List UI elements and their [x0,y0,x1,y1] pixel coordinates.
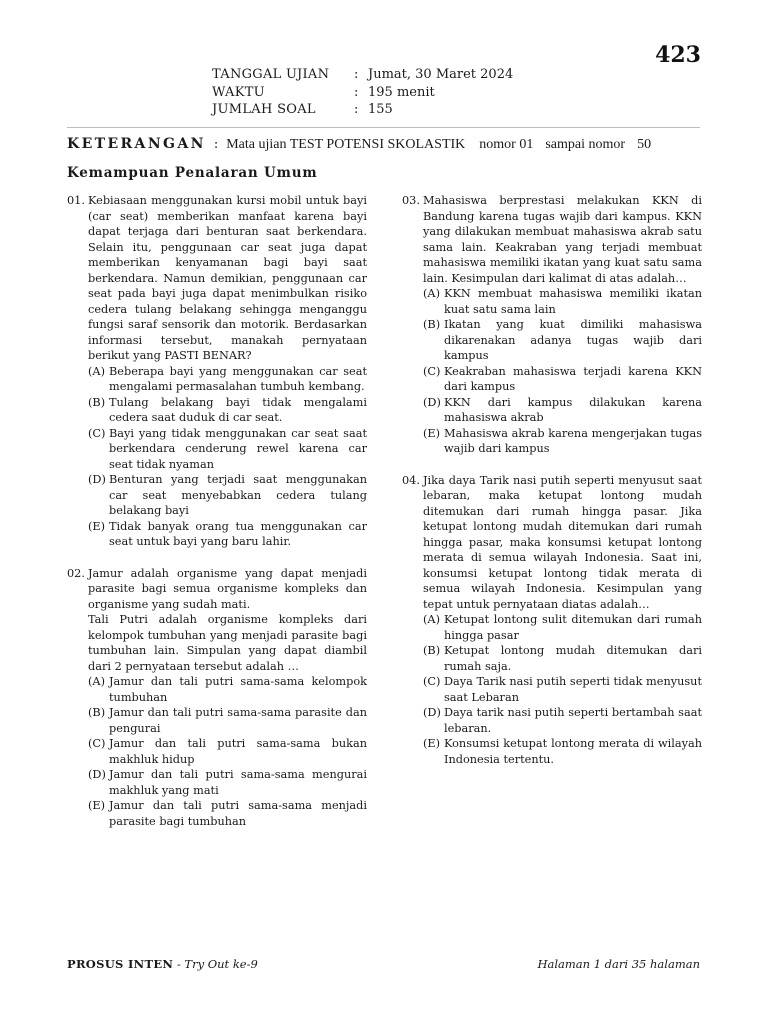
option-b [88,705,367,736]
option-letter: (A) [88,675,105,688]
option-letter: (E) [88,799,106,812]
meta-label: JUMLAH SOAL [212,102,316,117]
option-text: Jamur dan tali putri sama-sama mengurai makhluk yang mati [109,768,367,797]
meta-colon: : [354,84,359,100]
meta-row-date [212,66,513,84]
option-letter: (C) [88,737,106,750]
header-divider [67,127,700,128]
footer-brand-name: PROSUS INTEN [67,957,174,971]
option-letter: (D) [423,395,441,409]
question-stem: Jika daya Tarik nasi putih seperti menyusut saat lebaran, maka ketupat lontong mudah ditemukan dari rumah hingga pasar. Jika ketupat lontong mudah ditemukan dari rumah hingga pasar, maka konsumsi ketupat lontong merata di semua wilayah Indonesia. Saat ini, konsumsi ketupat lontong tidak merata di semua wilayah Indonesia. Kesimpulan yang tepat untuk pernyataan diatas adalah… [423,473,702,611]
option-b [423,317,702,364]
option-letter: (A) [423,613,440,626]
option-letter: (B) [88,395,106,409]
option-text: Jamur dan tali putri sama-sama parasite dan pengurai [109,706,367,735]
right-column [402,193,702,783]
option-c [423,364,702,395]
option-b [423,643,702,674]
footer-brand [67,957,258,971]
option-letter: (B) [88,706,106,719]
question-number: 04. [402,473,420,487]
meta-row-count [212,101,513,119]
keterangan-from: nomor 01 [479,137,534,152]
option-text: KKN membuat mahasiswa memiliki ikatan kuat satu sama lain [444,287,702,316]
meta-label: TANGGAL UJIAN [212,67,330,82]
keterangan-to-label: sampai nomor [545,137,626,152]
option-text: Tulang belakang bayi tidak mengalami cedera saat duduk di car seat. [109,395,367,424]
option-e [423,426,702,457]
option-text: Jamur dan tali putri sama-sama menjadi parasite bagi tumbuhan [109,799,367,828]
option-c [88,426,367,473]
question-body [88,566,367,830]
option-text: Benturan yang terjadi saat menggunakan car seat menyebabkan cedera tulang belakang bayi [109,473,367,517]
question-body [88,193,367,550]
option-letter: (D) [88,473,106,486]
option-letter: (C) [423,675,441,688]
meta-colon: : [354,67,359,82]
option-text: Jamur dan tali putri sama-sama kelompok tumbuhan [109,675,367,704]
footer-separator: - [173,957,185,971]
keterangan-colon: : [213,137,219,152]
option-letter: (A) [88,364,105,378]
option-text: Mahasiswa akrab karena mengerjakan tugas wajib dari kampus [444,426,702,455]
meta-value: 195 menit [368,84,435,100]
option-e [88,798,367,829]
option-d [88,472,367,519]
option-text: Ketupat lontong sulit ditemukan dari rumah hingga pasar [444,613,702,642]
option-text: Ikatan yang kuat dimiliki mahasiswa dikarenakan adanya tugas wajib dari kampus [444,318,702,362]
exam-meta [212,66,513,119]
footer-subtitle: Try Out ke-9 [184,957,258,971]
meta-value: 155 [368,102,393,117]
option-e [423,736,702,767]
meta-row-time [212,84,513,102]
question-stem-2: Tali Putri adalah organisme kompleks dari kelompok tumbuhan yang menjadi parasite bagi tumbuhan lain. Simpulan yang dapat diambil dari 2 pernyataan tersebut adalah … [88,613,367,673]
option-text: KKN dari kampus dilakukan karena mahasiswa akrab [444,395,702,424]
option-text: Beberapa bayi yang menggunakan car seat mengalami permasalahan tumbuh kembang. [109,364,367,393]
option-a [423,286,702,317]
option-text: Tidak banyak orang tua menggunakan car seat untuk bayi yang baru lahir. [109,519,367,548]
option-d [423,705,702,736]
option-letter: (B) [423,318,441,331]
question-number: 01. [67,194,85,207]
question-01 [67,193,367,550]
option-letter: (B) [423,644,441,657]
option-text: Daya tarik nasi putih seperti bertambah saat lebaran. [444,706,702,735]
option-letter: (D) [423,706,441,719]
question-number: 03. [402,194,420,207]
option-text: Daya Tarik nasi putih seperti tidak menyusut saat Lebaran [444,675,702,704]
option-a [88,674,367,705]
keterangan-subject: Mata ujian TEST POTENSI SKOLASTIK [226,137,466,152]
option-c [88,736,367,767]
question-stem: Jamur adalah organisme yang dapat menjadi parasite bagi semua organisme kompleks dan organisme yang sudah mati. [88,566,367,611]
option-b [88,395,367,426]
option-letter: (D) [88,768,106,781]
question-03 [402,193,702,457]
keterangan-label: KETERANGAN [67,136,206,152]
option-letter: (E) [88,519,106,533]
question-number: 02. [67,566,85,580]
question-04 [402,473,702,768]
option-c [423,674,702,705]
meta-colon: : [354,102,359,117]
footer-page-info: Halaman 1 dari 35 halaman [537,957,700,971]
question-02 [67,566,367,830]
meta-value: Jumat, 30 Maret 2024 [368,67,514,82]
keterangan-line [67,136,651,153]
option-text: Ketupat lontong mudah ditemukan dari rumah saja. [444,644,702,673]
page-number: 423 [655,42,701,68]
keterangan-to: 50 [637,137,652,152]
option-text: Bayi yang tidak menggunakan car seat saat berkendara cenderung rewel karena car seat tidak nyaman [109,426,367,471]
option-text: Keakraban mahasiswa terjadi karena KKN dari kampus [444,364,702,393]
meta-label: WAKTU [212,84,265,100]
question-stem: Kebiasaan menggunakan kursi mobil untuk bayi (car seat) memberikan manfaat karena bayi dapat terjaga dari benturan saat berkendara. Selain itu, penggunaan car seat juga dapat memberikan kenyamanan bagi bayi saat berkendara. Namun demikian, penggunaan car seat pada bayi juga dapat menimbulkan risiko cedera tulang belakang sehingga menganggu fungsi saraf sensorik dan motorik. Berdasarkan informasi tersebut, manakah pernyataan berikut yang PASTI BENAR? [88,194,367,362]
option-d [88,767,367,798]
option-letter: (E) [423,426,441,440]
option-a [88,364,367,395]
option-text: Konsumsi ketupat lontong merata di wilayah Indonesia tertentu. [444,737,702,766]
question-stem: Mahasiswa berprestasi melakukan KKN di Bandung karena tugas wajib dari kampus. KKN yang dilakukan membuat mahasiswa akrab satu sama lain. Keakraban yang terjadi membuat mahasiswa memiliki ikatan yang kuat satu sama lain. Kesimpulan dari kalimat di atas adalah… [423,194,702,285]
question-body [423,193,702,457]
option-a [423,612,702,643]
section-title: Kemampuan Penalaran Umum [67,165,318,181]
option-letter: (E) [423,737,441,750]
question-body [423,473,702,768]
option-letter: (A) [423,287,440,300]
option-text: Jamur dan tali putri sama-sama bukan makhluk hidup [109,737,367,766]
option-letter: (C) [88,426,106,440]
option-e [88,519,367,550]
option-letter: (C) [423,364,441,378]
option-d [423,395,702,426]
left-column [67,193,367,845]
